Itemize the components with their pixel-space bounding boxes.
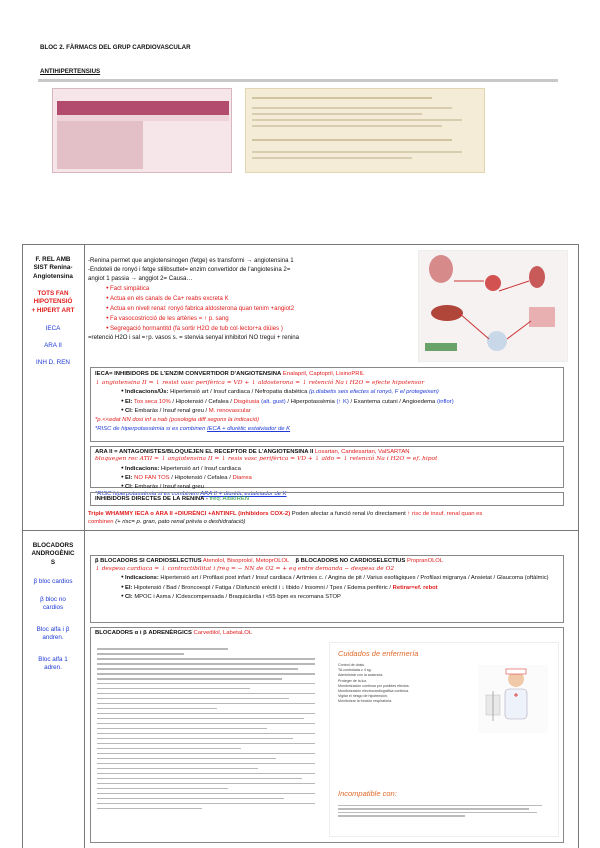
care-title: Cuidados de enfermería	[338, 649, 419, 658]
adrenal-shape	[529, 307, 555, 327]
nav-link-line: β bloc no	[40, 596, 66, 603]
renina-title: INHIBIDORS DIRECTES DE LA RENINA -	[95, 496, 208, 502]
table-body-cell	[57, 121, 100, 169]
nav-link-line: Bloc alfa 1	[38, 656, 68, 663]
ieca-formula: ↓ angiotensina II = ↓ resist vasc perifèrica = VD + ↓ aldosterona = ↓ retenció Na i H2O = efecte hipotensor	[95, 379, 425, 386]
ieca-examples: Enalapril, Captopril, LisinoPRIL	[282, 371, 365, 377]
text-red: Diarrea	[232, 474, 252, 481]
label: EI:	[124, 474, 133, 481]
ara-indications	[121, 464, 559, 473]
section-divider	[38, 79, 558, 82]
table-body-cell	[100, 121, 143, 169]
row-tag-line: TOTS FAN	[37, 290, 69, 297]
beta-side-effects	[121, 583, 559, 593]
row-label-blocadors	[24, 542, 82, 567]
row-divider	[22, 530, 579, 531]
table-header-cell	[100, 101, 143, 115]
row-label-line: Angiotensina	[33, 272, 73, 280]
care-item: Vigilar el riesgo de hipotensión.	[338, 694, 388, 699]
label: CI:	[124, 484, 133, 491]
triple-lead: Triple WHAMMY	[88, 511, 134, 517]
text: *RISC de hiperpotassèmia si es combinen	[95, 425, 206, 432]
table-header-cell	[186, 101, 229, 115]
beta-formula: ↓ despesa cardiaca = ↓ contractibilitat i freq = − NN de O2 = + eq entre demanda − despesa de O2	[95, 565, 395, 572]
label: Indicacions:	[124, 575, 159, 581]
nursing-care-image	[329, 642, 559, 837]
row-tag-line: + HIPERT ART	[31, 306, 75, 314]
text-red: M. renovascular	[208, 408, 251, 415]
nav-link-beta-cardios[interactable]	[24, 578, 82, 586]
ras-diagram-image	[418, 250, 568, 362]
text-red: NO FAN TOS	[134, 474, 170, 481]
beta-noncardio-examples: PropranOLOL	[406, 558, 444, 564]
triple-whammy-note	[88, 510, 566, 526]
nav-link-alfa-beta[interactable]	[24, 626, 82, 643]
label: EI:	[124, 584, 133, 591]
triple-body: IECA o ARA II +DIURÈNCI +ANTINFL (inhibidors COX-2)	[134, 511, 291, 517]
ras-mechanism-item: ● Fa vasocostricció de les artèries = ↑ p. sang	[106, 313, 410, 323]
ara-risk-link[interactable]: ARA II + diurètic estalviador de K	[200, 491, 287, 498]
table-body-cell	[143, 121, 186, 169]
text: Hipertensió art / Insuf cardiaca / Nefropatia diabètica	[170, 389, 308, 396]
text-note: (p.diabetis seis efectes al ronyó, F el protegeixen)	[309, 389, 439, 396]
ras-intro-line: -Endoteli de ronyó i fetge stilibsuttet= enzim convertidor de l'angiotesina 2=	[88, 266, 291, 273]
text: MPOC i Asma / ICdescompensada / Braquicàrdia i <55 bpm es recomana STOP	[134, 594, 341, 600]
incompatible-text-image	[338, 803, 550, 819]
ras-mechanism-list	[106, 283, 410, 333]
beta-blockers-box	[90, 555, 564, 623]
nav-link-line: adren.	[44, 664, 62, 672]
text: *RISC hiperpotassèmia si es combinem	[95, 491, 199, 498]
ras-intro-line: =retenció H2O i sal =↑p. vasos s. = stenvia senyal inhibitori NO tregui + renina	[88, 334, 300, 341]
triple-line2: (+ risc= p. gran, pato renal prèvia o deshidratació)	[115, 519, 246, 525]
text: / Hipotensió / Cefalea /	[172, 398, 232, 405]
drug-monograph-image	[97, 648, 315, 838]
heart-shape	[485, 275, 501, 291]
row-label-line: BLOCADORS	[32, 542, 74, 549]
nav-link-line: andren.	[42, 634, 64, 642]
vessel-shape	[487, 331, 507, 351]
text: Hipertensió art / Profilaxi post infart / Insuf cardiaca / Arítmies c. / Angina de pit / Varius esofàgiques / Profilaxi migranya / Ansietat / Glaucoma (oftàlmic)	[160, 575, 549, 581]
ara-side-effects	[121, 473, 559, 482]
text: Hipotensió / Bad / Broncoespl / Fatiga / Disfunció erèctil i ↓ libido / Insomni / Tpes / Edema perifèric /	[134, 584, 392, 591]
care-item: Monitorización electrocardiográfica continua.	[338, 689, 410, 694]
row-label-line: SIST Renina-	[33, 264, 73, 272]
row-label-line: ANDROGÈNIC	[31, 550, 75, 558]
care-list	[338, 663, 468, 705]
ieca-title: IECA= INHIBIDORS DE L'ENZIM CONVERTIDOR D'ANGIOTENSINA	[95, 371, 282, 377]
care-item: Administrar con la ausencia.	[338, 673, 384, 678]
beta-indications	[121, 573, 559, 583]
table-body-cell	[186, 121, 229, 169]
document-title: BLOC 2. FÀRMACS DEL GRUP CARDIOVASCULAR	[40, 44, 191, 51]
lung-shape	[429, 255, 453, 283]
text-note: (↑ K)	[336, 398, 349, 405]
text-note: (inflor)	[436, 398, 454, 405]
ras-mechanism-item: ● Fact simpàtica	[106, 283, 410, 293]
ieca-list	[121, 387, 559, 416]
text: / Exantema cutani / Angioedema	[350, 398, 436, 405]
text-red: Retirar=ef. rebot	[392, 584, 438, 591]
alpha-beta-box	[90, 627, 564, 843]
text: / Hipotensió / Cefalea /	[171, 474, 231, 481]
nav-link-line: cardios	[42, 604, 64, 612]
label: Indicacions/Ús:	[124, 389, 169, 396]
row-tag-line: HIPOTENSIÓ	[33, 298, 73, 306]
triple-tail-red: ↑ risc de insuf. renal quan es	[407, 511, 483, 517]
ieca-contraindications	[121, 406, 559, 416]
ieca-indications	[121, 387, 559, 397]
ras-mechanism-item: ● Actua en els canals de Ca+ reabs excreta K	[106, 293, 410, 303]
nav-link-inh-renina[interactable]: INH D. REN	[36, 359, 70, 366]
triple-line2-red: combinen	[88, 519, 114, 525]
ieca-side-effects	[121, 397, 559, 407]
care-item: Monitorización continua por posibles efectos.	[338, 683, 410, 688]
ras-mechanism-item: ● Actua en nivell renal: ronyó fabrica aldosterona quan tenim +angiot2	[106, 303, 410, 313]
nav-link-line: β bloc cardios	[33, 578, 73, 585]
ieca-note-risk	[95, 425, 559, 434]
renina-box	[90, 492, 564, 506]
care-item: Monitorizar la función respiratoria.	[338, 699, 393, 704]
nav-link-line: Bloc alfa i β	[36, 626, 70, 633]
triple-tail: Poden afectar a funció renal i/o directament	[291, 511, 406, 517]
label: CI:	[124, 408, 133, 415]
ieca-box	[90, 367, 564, 442]
section-subtitle: ANTIHIPERTENSIUS	[40, 68, 101, 75]
ara-contraindications	[121, 482, 559, 491]
ras-diagram-svg	[419, 251, 569, 363]
row-label-line: S	[50, 558, 56, 566]
row-label-ras	[24, 256, 82, 281]
care-item: TA controlada ≥ 4 sg.	[338, 668, 372, 673]
nav-link-ara-ii[interactable]: ARA II	[44, 342, 62, 349]
incompatible-title: Incompatible con:	[338, 789, 397, 798]
ras-intro-line: -Renina permet que angiotensinogen (fetge) es transformi → angiotensina 1	[88, 257, 294, 264]
nurse-svg	[478, 665, 548, 733]
care-item: Control de dosis.	[338, 663, 365, 667]
column-divider	[84, 244, 85, 848]
ieca-note-dose: *p.<<edat NN dosi inf a nab (posologia diff segons la indicació)	[95, 416, 260, 423]
table-header-cell	[57, 101, 100, 115]
beta-list	[121, 573, 559, 602]
text: Hipertensió art / Insuf cardiaca	[160, 465, 241, 472]
reference-table-image	[52, 88, 232, 173]
row-tag-hipotensio	[24, 290, 82, 315]
ieca-risk-link[interactable]: IECA + diurètic estalviador de K	[206, 425, 291, 432]
nav-link-alfa1[interactable]	[24, 656, 82, 673]
ras-intro	[88, 256, 410, 342]
renina-examples: freq: AliskIRÈN	[209, 496, 250, 502]
reference-notes-image	[245, 88, 485, 173]
alpha-beta-examples: Carvedilol, LabetaLOL	[193, 630, 253, 636]
legend-box	[425, 343, 457, 351]
care-item: Proteger de la luz.	[338, 678, 368, 683]
label: Indicacions:	[124, 465, 160, 472]
row-label-line: F. REL AMB	[35, 256, 71, 263]
text: / Hiperpotassèmia	[287, 398, 335, 405]
ara-title: ARA II = ANTAGONISTES/BLOQUEJEN EL RECEPTOR DE L'ANGIOTENSINA II	[95, 449, 314, 455]
table-header-cell	[143, 101, 186, 115]
beta-contraindications	[121, 592, 559, 602]
text-red: Tos seca 10%	[134, 398, 171, 405]
beta-noncardio-title: β BLOCADORS NO CARDIOSELECTIUS	[295, 558, 406, 564]
beta-cardio-title: β BLOCADORS SI CARDIOSELECTIUS	[95, 558, 202, 564]
ara-box	[90, 446, 564, 498]
ara-list	[121, 464, 559, 492]
text: Embaràs / Insuf renal greu /	[134, 408, 208, 415]
ras-intro-line: angiot 1 passia → anggiot 2= Causa…	[88, 275, 193, 282]
text-note: (alt. gust)	[261, 398, 286, 405]
ara-formula: bloquegen rec ATII = ↓ angiotensina II = ↓ resis vasc perifèrica = VD + ↓ aldo = ↓ retenció Na i H2O = ef. hipot	[95, 456, 438, 463]
label: CI:	[124, 594, 133, 600]
liver-shape	[431, 305, 463, 321]
ras-mechanism-item: ● Segregació hormantitd (fa sortir H2O de tub col·lector+a diüies )	[106, 323, 410, 333]
nav-link-ieca[interactable]: IECA	[45, 325, 61, 332]
beta-cardio-examples: Atenolol, Bisoprolol, MetoprOLOL	[202, 558, 290, 564]
text: Embaràs / Insuf renal greu	[134, 484, 204, 491]
alpha-beta-title: BLOCADORS α i β ADRENÈRGICS	[95, 630, 192, 636]
kidney-shape	[529, 266, 545, 288]
ara-examples: Losartan, Candesartan, ValSARTAN	[314, 449, 410, 455]
text-red: Disgèusia	[233, 398, 260, 405]
nav-link-beta-no-cardios[interactable]	[24, 596, 82, 613]
nurse-icon	[478, 665, 548, 733]
label: EI:	[124, 398, 133, 405]
